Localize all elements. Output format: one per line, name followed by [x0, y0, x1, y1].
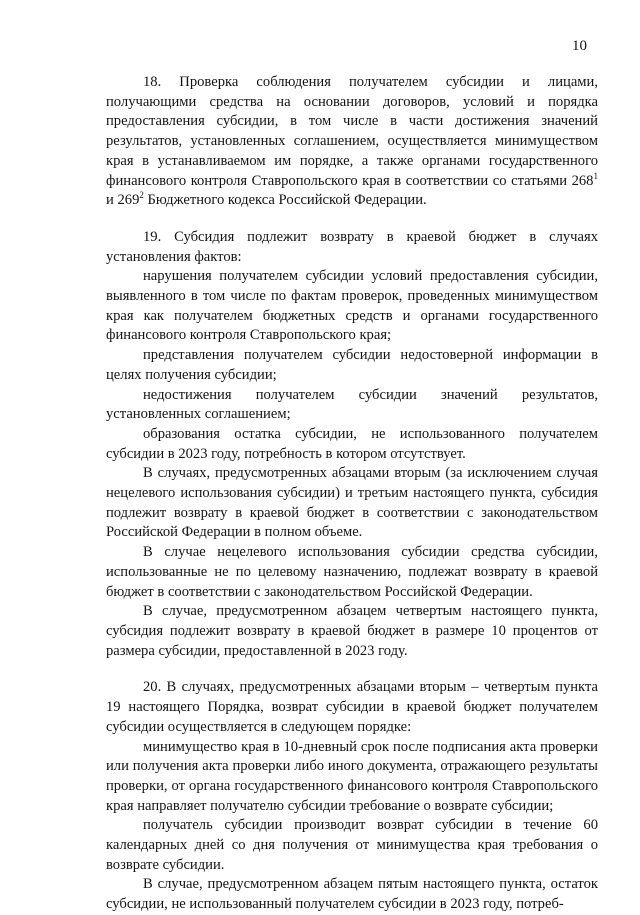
- clause-19-ten-percent-paragraph: В случае, предусмотренном абзацем четвертым настоящего пункта, субсидия подлежит возврату в краевой бюджет в размере 10 процентов от размера субсидии, предоставленной в 2023 году.: [106, 603, 598, 659]
- clause-19-item-false-info: представления получателем субсидии недостоверной информации в целях получения субсидии;: [106, 347, 598, 383]
- clause-19-full-refund-paragraph: В случаях, предусмотренных абзацами вторым (за исключением случая нецелевого использования субсидии) и третьим настоящего пункта, субсидия подлежит возврату в краевой бюджет в соответствии с законодательством Российской Федерации в полном объеме.: [106, 465, 598, 541]
- clause-20: [106, 678, 598, 914]
- clause-19-item-unused-balance: образования остатка субсидии, не использованного получателем субсидии в 2023 году, потребность в котором отсутствует.: [106, 425, 598, 462]
- clause-18: [106, 73, 598, 211]
- page-number: 10: [572, 38, 587, 54]
- clause-19: [106, 228, 598, 661]
- article-269-superscript: 2: [139, 190, 144, 201]
- clause-19-misuse-paragraph: В случае нецелевого использования субсидии средства субсидии, использованные не по целевому назначению, подлежат возврату в краевой бюджет в соответствии с законодательством Российской Федерации.: [106, 544, 598, 600]
- clause-20-balance-paragraph: В случае, предусмотренном абзацем пятым настоящего пункта, остаток субсидии, не использованный получателем субсидии в 2023 году, потреб-: [106, 876, 598, 913]
- clause-20-item-repayment: получатель субсидии производит возврат субсидии в течение 60 календарных дней со дня получения от минимущества края требования о возврате субсидии.: [106, 817, 598, 873]
- clause-18-ending: Бюджетного кодекса Российской Федерации.: [143, 192, 427, 209]
- article-268-superscript: 1: [593, 170, 598, 181]
- clause-20-item-demand: минимущество края в 10-дневный срок после подписания акта проверки или получения акта проверки либо иного документа, отражающего результаты проверки, от органа государственного финансового контроля Ставропольского края направляет получателю субсидии требование о возврате субсидии;: [106, 738, 598, 814]
- clause-18-paragraph: [106, 73, 598, 211]
- clause-18-text: 18. Проверка соблюдения получателем субсидии и лицами, получающими средства на основании договоров, условий и порядка предоставления субсидии, в том числе в части достижения значений результатов, установленных соглашением, осуществляется минимуществом края в устанавливаемом им порядке, а также органами государственного финансового контроля Ставропольского края в соответствии со статьями: [106, 74, 598, 189]
- clause-19-item-results-not-achieved: недостижения получателем субсидии значений результатов, установленных соглашением;: [106, 386, 598, 423]
- clause-19-intro: 19. Субсидия подлежит возврату в краевой бюджет в случаях установления фактов:: [106, 228, 598, 265]
- clause-20-intro: 20. В случаях, предусмотренных абзацами вторым – четвертым пункта 19 настоящего Порядка, возврат субсидии в краевой бюджет получателем субсидии осуществляется в следующем порядке:: [106, 679, 598, 735]
- clause-19-item-violation: нарушения получателем субсидии условий предоставления субсидии, выявленного в том числе по фактам проверок, проведенных минимуществом края как получателем бюджетных средств и органами государственного финансового контроля Ставропольского края;: [106, 268, 598, 344]
- conjunction-and: и: [106, 192, 118, 209]
- article-269-number: 269: [117, 192, 140, 209]
- document-body: [106, 73, 598, 915]
- article-268-number: 268: [571, 172, 594, 189]
